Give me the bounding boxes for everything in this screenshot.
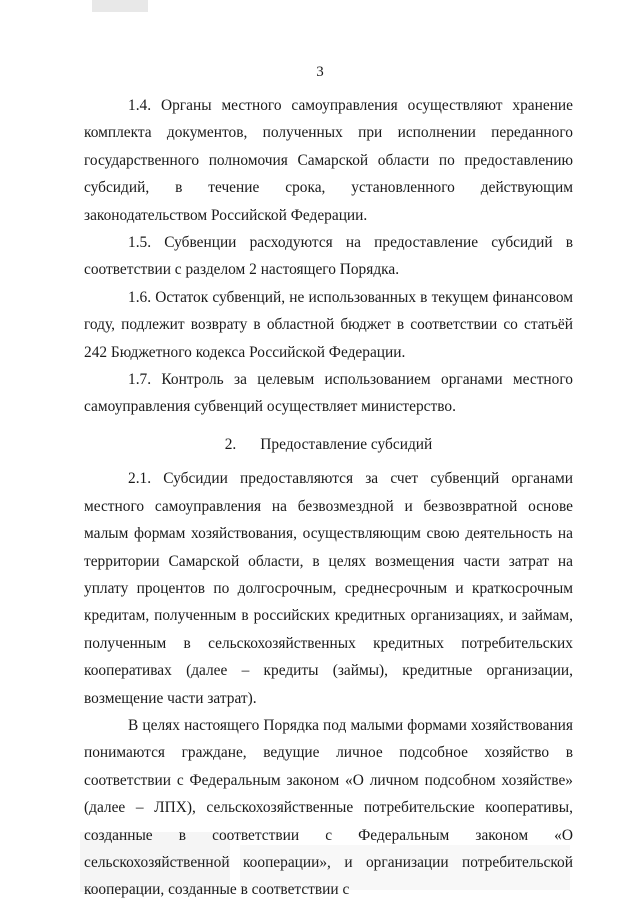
paragraph-1-7: 1.7. Контроль за целевым использованием органами местного самоуправления субвенций осуществляет министерство. [84,371,573,416]
section-title: Предоставление субсидий [260,435,433,453]
section-heading [84,431,573,458]
scan-artifact-top [92,0,148,12]
paragraph-2-1: 2.1. Субсидии предоставляются за счет субвенций органами местного самоуправления на безвозмездной и безвозвратной основе малым формам хозяйствования, осуществляющим свою деятельность на территории Самарской области, в целях возмещения части затрат на уплату процентов по долгосрочным, среднесрочным и краткосрочным кредитам, полученным в российских кредитных организациях, и займам, полученным в сельскохозяйственных кредитных потребительских кооперативах (далее – кредиты (займы), кредитные организации, возмещение части затрат). [84,470,573,707]
paragraph-1-4: 1.4. Органы местного самоуправления осуществляют хранение комплекта документов, полученных при исполнении переданного государственного полномочия Самарской области по предоставлению субсидий, в течение срока, установленного действующим законодательством Российской Федерации. [84,97,573,224]
page-number: 3 [316,64,324,80]
paragraph-1-6: 1.6. Остаток субвенций, не использованных в текущем финансовом году, подлежит возврату в областной бюджет в соответствии со статьёй 242 Бюджетного кодекса Российской Федерации. [84,288,573,361]
paragraph-small-forms-definition: В целях настоящего Порядка под малыми формами хозяйствования понимаются граждане, ведущие личное подсобное хозяйство в соответствии с Федеральным законом «О личном подсобном хозяйстве» (далее – ЛПХ), сельскохозяйственные потребительские кооперативы, созданные в соответствии с Федеральным законом «О сельскохозяйственной кооперации», и организации потребительской кооперации, созданные в соответствии с [84,716,573,899]
section-number: 2. [224,435,237,453]
document-body [84,92,573,904]
paragraph-1-5: 1.5. Субвенции расходуются на предоставление субсидий в соответствии с разделом 2 настоящего Порядка. [84,234,573,279]
